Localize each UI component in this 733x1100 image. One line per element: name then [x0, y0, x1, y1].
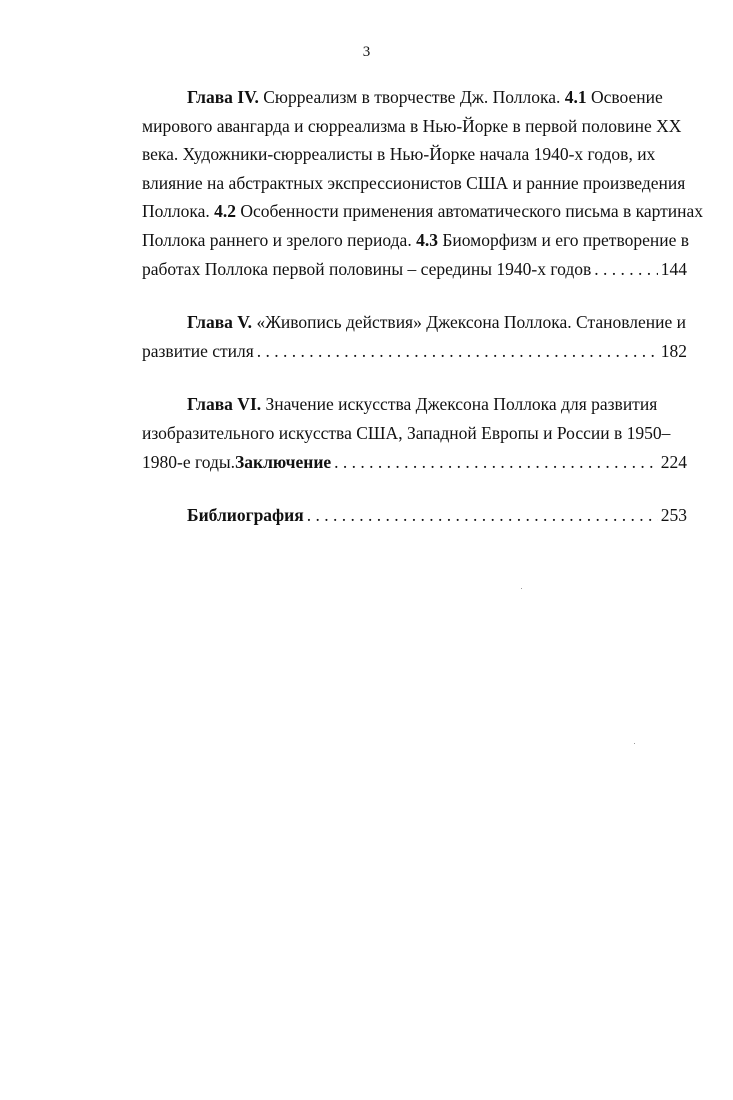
toc-entry-chapter-4: [142, 83, 704, 283]
section-text: работах Поллока первой половины – середины 1940-х годов: [142, 258, 592, 279]
toc-line: [142, 255, 687, 284]
chapter-label: Глава V.: [187, 312, 253, 333]
toc-line: [142, 501, 687, 530]
toc-line: [142, 390, 687, 419]
toc-line: [142, 197, 704, 226]
chapter-label: Глава VI.: [187, 394, 262, 415]
page-ref: 253: [660, 505, 687, 526]
page-ref: 224: [660, 451, 687, 472]
page-ref: 182: [660, 340, 687, 361]
toc-line: влияние на абстрактных экспрессионистов США и ранние произведения: [142, 172, 686, 193]
dot-leader: [257, 337, 658, 366]
section-text: Поллока.: [142, 201, 215, 222]
toc-line: века. Художники-сюрреалисты в Нью-Йорке начала 1940-х годов, их: [142, 144, 656, 165]
chapter-title: 1980-е годы.: [142, 451, 235, 472]
chapter-title: развитие стиля: [142, 340, 254, 361]
toc-line: [142, 83, 687, 112]
section-title: Освоение: [586, 87, 663, 107]
toc-entry-chapter-6: [142, 390, 687, 476]
toc-line: мирового авангарда и сюрреализма в Нью-Йорке в первой половине XX: [142, 115, 682, 136]
table-of-contents: [142, 83, 704, 530]
scan-speck: [521, 588, 522, 589]
chapter-title: Сюрреализм в творчестве Дж. Поллока.: [258, 87, 565, 107]
page-ref: 144: [660, 258, 687, 279]
section-title: Особенности применения автоматического письма в картинах: [236, 201, 704, 222]
dot-leader: [307, 501, 658, 530]
scan-speck: [634, 743, 635, 744]
bibliography-label: Библиография: [187, 505, 304, 526]
page-number: 3: [362, 44, 371, 60]
chapter-label: Глава IV.: [187, 87, 259, 107]
toc-entry-bibliography: [142, 501, 687, 530]
toc-line: [142, 308, 687, 337]
toc-line: [142, 448, 687, 477]
chapter-title: «Живопись действия» Джексона Поллока. Становление и: [252, 312, 686, 333]
toc-line: [142, 337, 687, 366]
section-number: 4.2: [214, 201, 237, 222]
dot-leader: [594, 255, 658, 284]
section-number: 4.1: [564, 87, 587, 107]
toc-entry-chapter-5: [142, 308, 687, 365]
conclusion-label: Заключение: [235, 451, 332, 472]
section-text: Поллока раннего и зрелого периода.: [142, 229, 417, 250]
toc-line: [142, 226, 690, 255]
toc-line: изобразительного искусства США, Западной Европы и России в 1950–: [142, 422, 671, 443]
section-number: 4.3: [416, 229, 438, 250]
dot-leader: [334, 448, 658, 477]
chapter-title: Значение искусства Джексона Поллока для развития: [261, 394, 658, 415]
section-title: Биоморфизм и его претворение в: [437, 229, 690, 250]
